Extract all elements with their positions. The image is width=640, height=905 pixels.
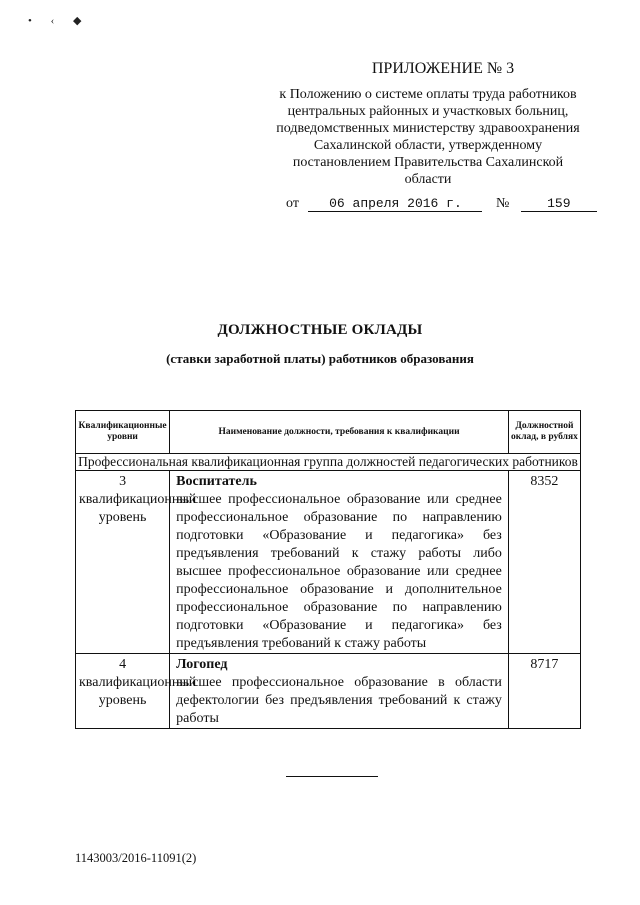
position-requirements: высшее профессиональное образование или среднее профессиональное образование по направлению подготовки «Образование и педагогика» без предъявления требований к стажу работы либо высшее профессиональное образование или среднее профессиональное образование и дополнительное профессиональное образование по направлению подготовки «Образование и педагогика» без предъявления требований к стажу работы — [176, 492, 502, 651]
description-cell — [170, 471, 509, 654]
table-row — [76, 654, 581, 729]
header-position: Наименование должности, требования к квалификации — [170, 411, 509, 454]
end-divider — [286, 776, 378, 777]
salary-cell: 8352 — [508, 471, 580, 654]
scan-marks: • ‹ ◆ — [28, 15, 90, 27]
description-cell — [170, 654, 509, 729]
number-label: № — [495, 196, 510, 211]
position-name: Логопед — [176, 657, 228, 672]
document-title: ДОЛЖНОСТНЫЕ ОКЛАДЫ — [217, 322, 423, 338]
salary-table — [75, 410, 581, 729]
annex-text: к Положению о системе оплаты труда работников центральных районных и участковых больниц, подведомственных министерству здравоохранения Сахалинской области, утвержденному постановлением Правительства Сахалинской области — [276, 87, 580, 187]
table-header-row — [76, 411, 581, 454]
table-row — [76, 471, 581, 654]
group-title: Профессиональная квалификационная группа должностей педагогических работников — [76, 454, 581, 471]
position-requirements: высшее профессиональное образование в области дефектологии без предъявления требований к стажу работы — [176, 675, 502, 726]
level-cell: 3 квалификационный уровень — [76, 471, 170, 654]
annex-title: ПРИЛОЖЕНИЕ № 3 — [371, 60, 515, 77]
annex-block — [268, 60, 588, 188]
document-heading — [0, 322, 640, 367]
document-id: 1143003/2016-11091(2) — [75, 851, 197, 865]
group-row — [76, 454, 581, 471]
order-reference — [286, 196, 597, 212]
level-cell: 4 квалификационный уровень — [76, 654, 170, 729]
order-date: 06 апреля 2016 г. — [308, 196, 482, 212]
salary-cell: 8717 — [508, 654, 580, 729]
position-name: Воспитатель — [176, 474, 257, 489]
header-levels: Квалификационные уровни — [76, 411, 170, 454]
header-salary: Должностной оклад, в рублях — [508, 411, 580, 454]
document-subtitle: (ставки заработной платы) работников образования — [166, 351, 474, 366]
date-label: от — [286, 196, 299, 211]
order-number: 159 — [521, 196, 597, 212]
